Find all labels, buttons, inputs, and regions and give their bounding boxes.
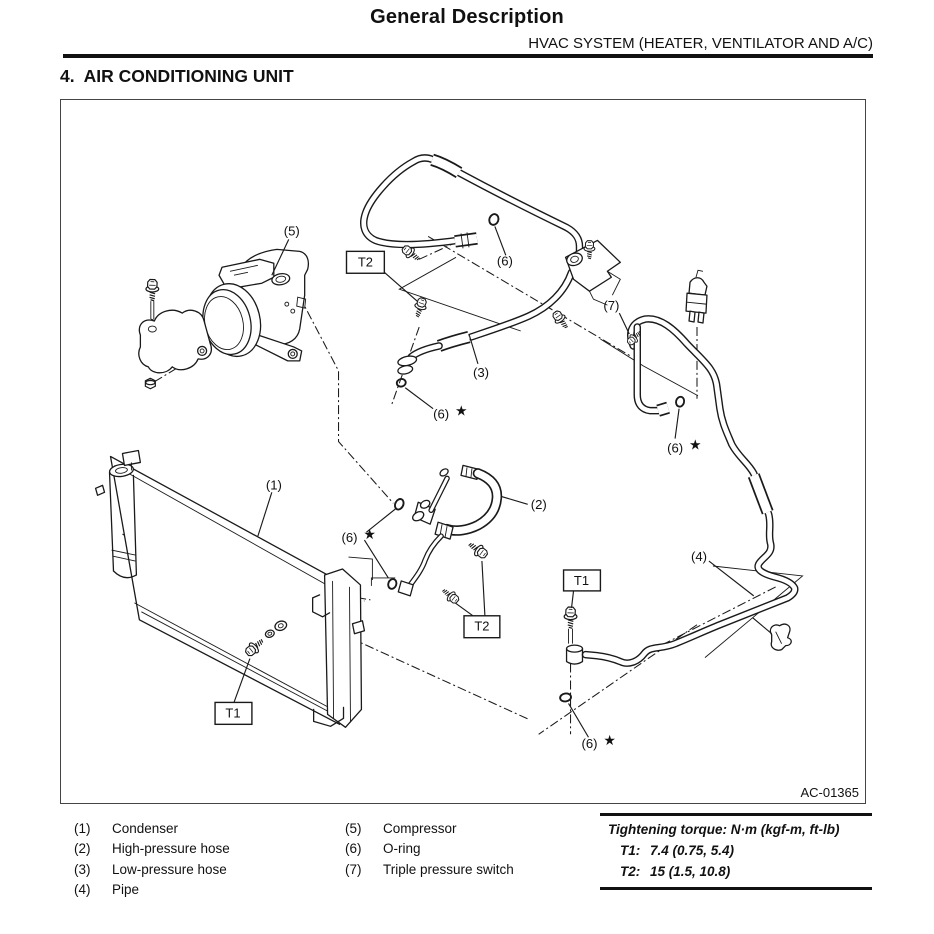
torque-key: T1: — [620, 843, 641, 858]
legend-label: Low-pressure hose — [112, 861, 227, 877]
legend-item-3 — [74, 859, 230, 880]
condenser-drawing — [96, 450, 365, 727]
star-bottom: ★ — [603, 732, 616, 749]
high-pressure-hose-drawing — [398, 465, 497, 595]
torque-value: 15 (1.5, 10.8) — [650, 864, 731, 879]
torque-title: Tightening torque: N·m (kgf-m, ft-lb) — [608, 822, 840, 837]
legend-item-2 — [74, 839, 230, 860]
star-right: ★ — [689, 436, 702, 453]
legend-num: (5) — [345, 820, 362, 836]
legend-label: Compressor — [383, 820, 457, 836]
t2-label-upper: T2 — [357, 254, 373, 270]
callout-6-mid: (6) — [341, 530, 358, 546]
torque-row-t1 — [600, 840, 872, 861]
legend-item-7 — [345, 859, 514, 880]
legend-num: (3) — [74, 861, 91, 877]
header-rule — [63, 54, 873, 58]
callout-7: (7) — [603, 298, 620, 314]
figure-code: AC-01365 — [800, 785, 859, 800]
callout-6-top: (6) — [496, 253, 513, 269]
figure-frame — [60, 99, 866, 804]
legend-item-5 — [345, 818, 514, 839]
callout-5: (5) — [283, 223, 300, 239]
torque-value: 7.4 (0.75, 5.4) — [650, 843, 735, 858]
legend-item-1 — [74, 818, 230, 839]
legend-num: (6) — [345, 841, 362, 857]
legend-label: Condenser — [112, 820, 179, 836]
torque-key: T2: — [620, 864, 641, 879]
chapter-subtitle: HVAC SYSTEM (HEATER, VENTILATOR AND A/C) — [528, 35, 873, 52]
legend-num: (2) — [74, 841, 91, 857]
legend-num: (7) — [345, 861, 362, 877]
ac-unit-diagram — [61, 100, 865, 800]
callout-1: (1) — [265, 477, 282, 493]
pressure-switch-connector — [686, 270, 707, 323]
legend-column-2 — [345, 818, 514, 880]
legend-label: Triple pressure switch — [383, 861, 514, 877]
callout-4: (4) — [691, 549, 708, 565]
legend-item-4 — [74, 880, 230, 901]
torque-row-t2 — [600, 861, 872, 882]
star-mid: ★ — [363, 526, 376, 543]
section-heading: 4. AIR CONDITIONING UNIT — [60, 66, 294, 86]
pipe-drawing — [567, 319, 795, 664]
legend-num: (4) — [74, 882, 91, 898]
compressor-drawing — [139, 249, 309, 388]
callout-6-bottom: (6) — [581, 736, 598, 752]
legend-label: High-pressure hose — [112, 841, 230, 857]
callout-6-right: (6) — [667, 440, 684, 456]
callout-6-hose3: (6) — [433, 406, 450, 422]
o-rings — [387, 213, 685, 703]
callout-2: (2) — [530, 497, 547, 513]
t2-label-lower: T2 — [474, 618, 490, 634]
t1-label-left: T1 — [225, 705, 241, 721]
t1-label-right: T1 — [573, 572, 590, 588]
callout-3: (3) — [472, 364, 490, 380]
legend-column-1 — [74, 818, 230, 900]
page-title: General Description — [370, 6, 564, 28]
legend-label: Pipe — [112, 882, 140, 898]
star-hose3: ★ — [455, 402, 468, 419]
hose-fitting-block — [565, 240, 620, 305]
legend-num: (1) — [74, 820, 91, 836]
legend-item-6 — [345, 839, 514, 860]
legend-label: O-ring — [383, 841, 421, 857]
torque-table — [600, 813, 872, 890]
pipe-clamp — [770, 624, 791, 650]
